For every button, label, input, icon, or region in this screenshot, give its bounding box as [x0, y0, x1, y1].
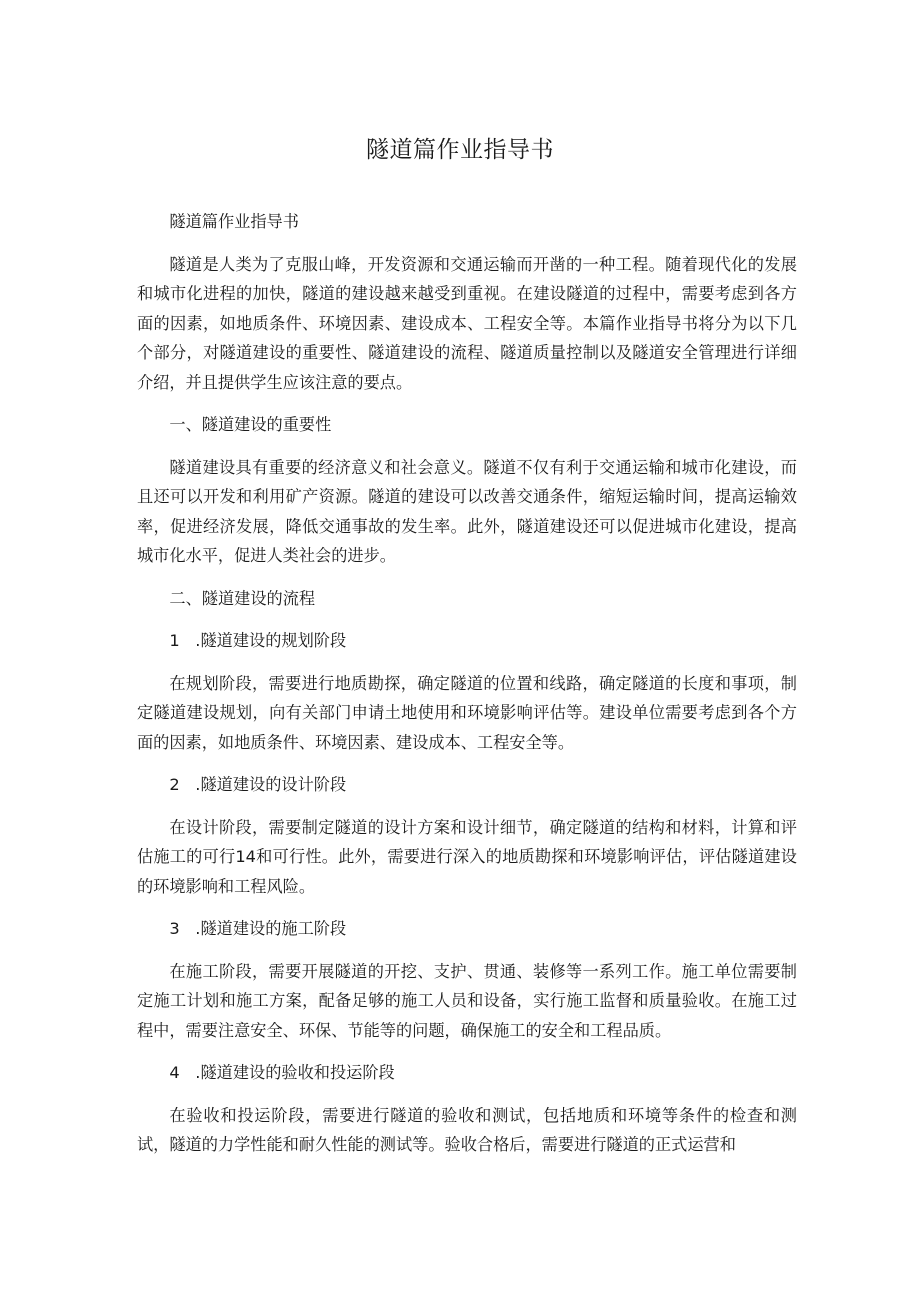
step-4-title: .隧道建设的验收和投运阶段 [195, 1063, 395, 1082]
step-2-paragraph: 在设计阶段，需要制定隧道的设计方案和设计细节，确定隧道的结构和材料，计算和评估施工的可行14和可行性。此外，需要进行深入的地质勘探和环境影响评估，评估隧道建设的环境影响和工程风险。 [137, 817, 797, 896]
step-4-heading [137, 1058, 797, 1088]
section-2-heading: 二、隧道建设的流程 [169, 588, 316, 608]
step-1-paragraph: 在规划阶段，需要进行地质勘探，确定隧道的位置和线路，确定隧道的长度和事项，制定隧道建设规划，向有关部门申请土地使用和环境影响评估等。建设单位需要考虑到各个方面的因素，如地质条件、环境因素、建设成本、工程安全等。 [137, 673, 797, 752]
section-1-heading: 一、隧道建设的重要性 [169, 415, 332, 434]
step-1-number: 1 [169, 631, 180, 650]
step-4-paragraph: 在验收和投运阶段，需要进行隧道的验收和测试，包括地质和环境等条件的检查和测试，隧道的力学性能和耐久性能的测试等。验收合格后，需要进行隧道的正式运营和 [137, 1105, 797, 1154]
intro-paragraph: 隧道是人类为了克服山峰，开发资源和交通运输而开凿的一种工程。随着现代化的发展和城市化进程的加快，隧道的建设越来越受到重视。在建设隧道的过程中，需要考虑到各方面的因素，如地质条件、环境因素、建设成本、工程安全等。本篇作业指导书将分为以下几个部分，对隧道建设的重要性、隧道建设的流程、隧道质量控制以及隧道安全管理进行详细介绍，并且提供学生应该注意的要点。 [137, 254, 797, 392]
step-3-number: 3 [169, 919, 180, 938]
step-4-number: 4 [169, 1063, 180, 1082]
step-1-title: .隧道建设的规划阶段 [195, 631, 347, 650]
step-2-title: .隧道建设的设计阶段 [195, 775, 347, 794]
step-2-number: 2 [169, 775, 180, 794]
step-3-title: .隧道建设的施工阶段 [195, 919, 347, 938]
document-subtitle: 隧道篇作业指导书 [169, 212, 299, 231]
document-title: 隧道篇作业指导书 [366, 137, 554, 163]
section-1-paragraph: 隧道建设具有重要的经济意义和社会意义。隧道不仅有利于交通运输和城市化建设，而且还可以开发和利用矿产资源。隧道的建设可以改善交通条件，缩短运输时间，提高运输效率，促进经济发展，降低交通事故的发生率。此外，隧道建设还可以促进城市化建设，提高城市化水平，促进人类社会的进步。 [137, 457, 797, 565]
step-1-heading [137, 626, 797, 656]
step-2-heading [137, 770, 797, 800]
step-3-heading [137, 914, 797, 944]
document-body [137, 207, 797, 1173]
step-3-paragraph: 在施工阶段，需要开展隧道的开挖、支护、贯通、装修等一系列工作。施工单位需要制定施工计划和施工方案，配备足够的施工人员和设备，实行施工监督和质量验收。在施工过程中，需要注意安全、环保、节能等的问题，确保施工的安全和工程品质。 [137, 961, 797, 1040]
